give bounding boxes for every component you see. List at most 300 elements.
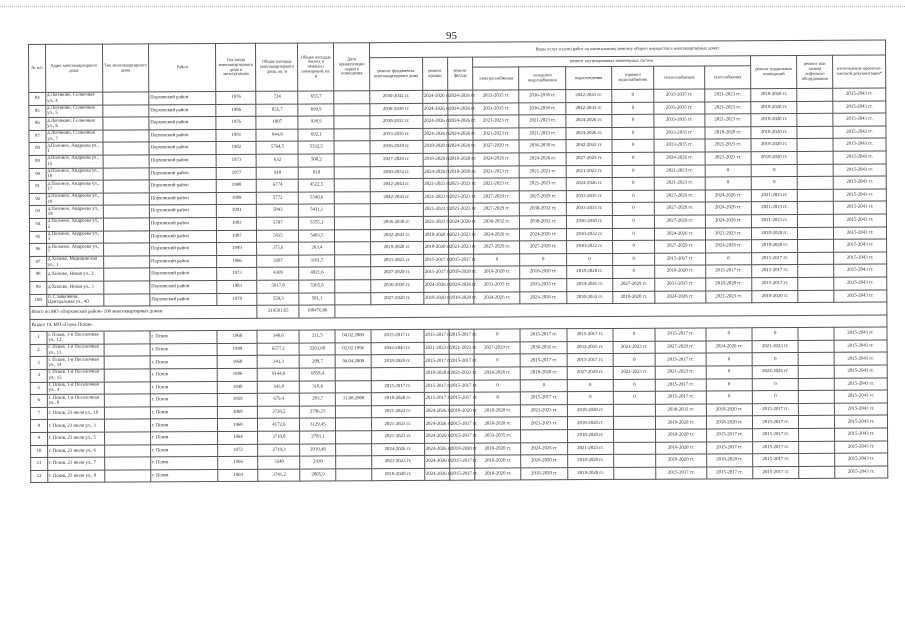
cell-privatization	[334, 179, 370, 192]
cell-year: 1991	[217, 205, 257, 218]
cell-living-area: 5340,6	[299, 192, 335, 205]
cell-address: г. Псков, 23 июля ул., 6	[47, 445, 104, 458]
cell-roof: 2024-2026 гг.	[423, 279, 448, 292]
cell-roof: 2024-2026 гг.	[424, 456, 449, 469]
cell-district: Порховский район	[149, 104, 216, 117]
cell-drainage: 2030-2032 гг.	[566, 241, 612, 254]
cell-total-area: 550,3	[257, 293, 299, 306]
cell-elevator	[798, 214, 834, 227]
cell-cold-water: 2015-2017 гг.	[520, 329, 566, 342]
cell-drainage: 2024-2026 гг.	[566, 178, 612, 191]
cell-hot-water: 0	[613, 240, 655, 253]
cell-type	[103, 230, 149, 243]
cell-num: 6	[30, 395, 47, 408]
cell-living-area: 5355,1	[299, 217, 335, 230]
cell-address: д.Хилово, Новая ул., 3	[47, 281, 104, 294]
cell-year: 1968	[218, 419, 258, 432]
cell-facade: 2021-2023 гг.	[448, 229, 473, 242]
cell-living-area: 5365,8	[299, 280, 335, 293]
cell-living-area: 4522,5	[299, 179, 335, 192]
cell-cold-water: 0	[520, 253, 566, 266]
cell-foundation: 2021-2023 гг.	[372, 456, 425, 469]
col-electric: электроснабжения	[473, 67, 519, 90]
cell-gas: 2024-2026 гг.	[705, 202, 751, 215]
cell-facade: 2015-2017 гг.	[450, 455, 475, 468]
cell-cold-water: 2027-2029 гг.	[520, 190, 566, 203]
cell-living-area: 318,6	[300, 381, 336, 394]
cell-basement: 2018-2020 гг.	[752, 240, 798, 253]
cell-roof: 2021-2023 гг.	[423, 204, 448, 217]
cell-gas: 2021-2023 гг.	[705, 114, 751, 127]
cell-heat: 2018-2020 гг.	[656, 416, 707, 429]
cell-facade: 2015-2017 гг.	[449, 430, 474, 443]
cell-facade: 2021-2023 гг.	[449, 342, 474, 355]
cell-district: г. Псков	[150, 419, 217, 432]
cell-electric: 2033-2035 гг.	[473, 103, 519, 116]
cell-num: 91	[29, 181, 46, 194]
cell-drainage: 2033-2035 гг.	[567, 341, 613, 354]
cell-cold-water: 2021-2023 гг.	[521, 405, 567, 418]
cell-drainage: 2030-2032 гг.	[566, 228, 612, 241]
cell-num: 10	[31, 445, 48, 458]
cell-foundation: 2042-2043 гг.	[370, 179, 423, 192]
cell-roof: 2024-2026 гг.	[424, 418, 449, 431]
cell-drainage: 2021-2023 гг.	[567, 442, 613, 455]
cell-address: д.Хилово, Новая ул., 2	[47, 268, 104, 281]
cell-address: г. Псков, 23 июля ул., 3	[47, 420, 104, 433]
cell-privatization	[335, 254, 371, 267]
cell-heat: 2033-2035 гг.	[654, 114, 705, 127]
cell-num: 97	[30, 256, 47, 269]
cell-district: г. Псков	[150, 356, 217, 369]
cell-facade: 2021-2023 гг.	[448, 178, 473, 191]
cell-num: 94	[29, 218, 46, 231]
cell-cold-water: 2024-2026 гг.	[520, 228, 566, 241]
cell-roof: 2024-2026 гг.	[422, 103, 447, 116]
col-address: Адрес многоквартирного дома	[45, 44, 102, 92]
cell-living-area: 209,7	[300, 355, 336, 368]
cell-design: 2015-2043 гг.	[834, 378, 887, 391]
cell-num: 8	[30, 420, 47, 433]
cell-heat: 2024-2026 гг.	[655, 227, 706, 240]
cell-elevator	[799, 403, 835, 416]
cell-design: 2015-2043 гг.	[835, 466, 888, 479]
cell-privatization	[335, 217, 371, 230]
cell-gas: 0	[706, 353, 752, 366]
cell-gas: 0	[705, 177, 751, 190]
cell-facade: 2021-2023 гг.	[448, 204, 473, 217]
cell-design: 2015-2043 гг.	[833, 88, 886, 101]
cell-district: г. Псков	[151, 457, 218, 470]
cell-roof: 2024-2026 гг.	[423, 166, 448, 179]
cell-design: 2015-2043 гг.	[834, 327, 887, 340]
cell-foundation	[371, 367, 424, 380]
cell-type	[104, 356, 150, 369]
cell-living-area: 3129,45	[300, 418, 336, 431]
cell-cold-water: 2036-2038 гг.	[519, 102, 565, 115]
cell-gas: 0	[706, 378, 752, 391]
cell-district: Порховский район	[150, 268, 217, 281]
cell-type	[104, 432, 150, 445]
cell-living-area: 283,7	[300, 393, 336, 406]
cell-basement: 2018-2020 гг.	[752, 290, 798, 303]
cell-privatization	[334, 116, 370, 129]
cell-num: 11	[31, 458, 48, 471]
cell-district: г. Псков	[150, 406, 217, 419]
cell-roof: 2015-2017 гг.	[424, 393, 449, 406]
cell-roof: 2024-2026 гг.	[422, 90, 447, 103]
cell-cold-water: 2018-2020 гг.	[521, 467, 567, 480]
cell-drainage: 2015-2017 гг.	[567, 354, 613, 367]
top-edge-line	[0, 6, 905, 7]
cell-drainage: 2033-2035 гг.	[566, 203, 612, 216]
cell-year: 1964	[218, 469, 258, 482]
cell-total-area: 5817,8	[257, 280, 299, 293]
page-number: 95	[446, 30, 457, 42]
cell-foundation: 2027-2029 гг.	[371, 292, 424, 305]
cell-cold-water: 2033-2035 гг.	[520, 279, 566, 292]
cell-foundation	[370, 204, 423, 217]
cell-foundation: 2015-2017 гг.	[371, 380, 424, 393]
cell-electric: 2021-2023 гг.	[473, 128, 519, 141]
cell-elevator	[799, 466, 835, 479]
cell-design: 2015-2043 гг.	[834, 340, 887, 353]
cell-total-area: 3287	[257, 255, 299, 268]
cell-living-area: 2805,9	[300, 469, 336, 482]
cell-elevator	[799, 454, 835, 467]
cell-living-area: 2783,1	[300, 431, 336, 444]
cell-electric: 2018-2020 гг.	[474, 266, 520, 279]
cell-year: 1981	[216, 129, 256, 142]
cell-district: г. Псков	[150, 369, 217, 382]
cell-type	[104, 470, 150, 483]
cell-drainage: 2015-2017 гг.	[567, 329, 613, 342]
cell-foundation: 2018-2020 гг.	[372, 468, 425, 481]
cell-drainage: 2018-2020 гг.	[567, 429, 613, 442]
cell-type	[103, 180, 149, 193]
cell-electric: 2033-2035 гг.	[475, 430, 521, 443]
cell-heat: 2030-2032 гг.	[656, 404, 707, 417]
cell-year: 1959	[218, 394, 258, 407]
cell-heat: 2027-2029 гг.	[655, 215, 706, 228]
cell-year: 1966	[217, 255, 257, 268]
cell-address: д.Полоное, Андреева ул., 15	[46, 155, 103, 168]
cell-basement: 2021-2023 гг.	[751, 202, 797, 215]
cell-year: 1972	[218, 444, 258, 457]
cell-cold-water: 2030-2032 гг.	[521, 342, 567, 355]
cell-cold-water: 2027-2029 гг.	[520, 241, 566, 254]
cell-hot-water	[614, 429, 656, 442]
table-body-pskov	[30, 327, 888, 483]
cell-drainage: 2018-2020 гг.	[567, 455, 613, 468]
cell-facade: 2015-2017 гг.	[448, 254, 473, 267]
col-type: Тип многоквартирного дома	[102, 44, 149, 92]
cell-privatization	[335, 368, 371, 381]
cell-year: 1960	[217, 356, 257, 369]
cell-roof: 2024-2026 гг.	[424, 443, 449, 456]
cell-privatization	[335, 280, 371, 293]
cell-foundation: 2042-2043 гг.	[371, 342, 424, 355]
cell-basement: 2015-2017 гг.	[752, 403, 798, 416]
cell-electric: 0	[474, 392, 520, 405]
col-num: № п/п	[29, 44, 46, 92]
cell-foundation: 2042-2043 гг.	[370, 191, 423, 204]
cell-gas: 2021-2023 гг.	[704, 101, 750, 114]
cell-elevator	[797, 151, 833, 164]
col-privatization: Дата приватизации первого помещения	[334, 43, 370, 91]
cell-basement: 2018-2020 гг.	[751, 227, 797, 240]
cell-heat: 2033-2035 гг.	[654, 139, 705, 152]
cell-drainage: 2024-2026 гг.	[566, 127, 612, 140]
cell-hot-water: 0	[612, 190, 654, 203]
cell-design: 2015-2043 гг.	[834, 390, 887, 403]
cell-total-area: 341,3	[257, 356, 299, 369]
cell-total-area: 3741,2	[258, 469, 300, 482]
cell-cold-water: 2015-2017 гг.	[521, 354, 567, 367]
cell-type	[102, 104, 148, 117]
cell-foundation: 2027-2029 гг.	[370, 153, 423, 166]
summary-label: Итого по МО «Порховский район» 100 многоквартирных домов	[30, 305, 257, 319]
cell-living-area: 500,2	[299, 154, 335, 167]
cell-basement: 2015-2017 гг.	[752, 416, 798, 429]
cell-privatization	[334, 141, 370, 154]
cell-heat: 2027-2029 гг.	[655, 240, 706, 253]
cell-num: 96	[30, 244, 47, 257]
cell-drainage: 2027-2029 гг.	[566, 152, 612, 165]
cell-hot-water: 0	[612, 152, 654, 165]
cell-electric: 2024-2026 гг.	[473, 153, 519, 166]
cell-privatization	[335, 380, 371, 393]
cell-foundation: 2015-2017 гг.	[371, 330, 424, 343]
cell-address: д.Хилово, Медицинская ул., 1	[46, 256, 103, 269]
cell-district: г. Псков	[151, 469, 218, 482]
section-title: Раздел 19. МО «Город Псков»	[30, 315, 887, 332]
cell-facade: 2021-2023 гг.	[448, 241, 473, 254]
cell-roof: 2021-2023 гг.	[424, 342, 449, 355]
cell-foundation: 2030-2032 гг.	[370, 166, 423, 179]
cell-design: 2015-2043 гг.	[833, 126, 886, 139]
cell-facade: 2015-2017 гг.	[449, 380, 474, 393]
cell-year: 1949	[217, 242, 257, 255]
cell-design: 2015-2043 гг.	[834, 227, 887, 240]
cell-num: 3	[30, 357, 47, 370]
cell-num: 100	[30, 294, 47, 307]
cell-num: 5	[30, 382, 47, 395]
cell-district: г. Псков	[151, 432, 218, 445]
cell-basement: 2015-2017 гг.	[753, 429, 799, 442]
cell-facade: 2015-2017 гг.	[449, 329, 474, 342]
cell-total-area: 844,8	[256, 129, 298, 142]
cell-facade: 2018-2020 гг.	[448, 166, 473, 179]
cell-elevator	[798, 365, 834, 378]
cell-district: Порховский район	[149, 167, 216, 180]
cell-design: 2015-2043 гг.	[834, 252, 887, 265]
cell-facade: 2018-2020 гг.	[449, 443, 474, 456]
cell-address: д.Полоное, Андреева ул., 2	[46, 218, 103, 231]
document-page	[28, 40, 889, 622]
cell-total-area: 5835	[257, 230, 299, 243]
cell-type	[103, 243, 149, 256]
cell-hot-water: 2018-2020 гг.	[613, 291, 655, 304]
cell-gas: 2018-2020 гг.	[706, 404, 752, 417]
cell-cold-water: 2036-2038 гг.	[519, 90, 565, 103]
cell-elevator	[797, 139, 833, 152]
cell-basement: 2015-2017 гг.	[753, 441, 799, 454]
cell-gas: 2015-2017 гг.	[706, 429, 752, 442]
cell-total-area: 2719,3	[258, 444, 300, 457]
cell-cold-water: 2021-2023 гг.	[519, 127, 565, 140]
cell-num: 95	[29, 231, 46, 244]
cell-heat: 2021-2023 гг.	[654, 177, 705, 190]
cell-hot-water: 0	[612, 114, 654, 127]
cell-privatization	[336, 456, 372, 469]
cell-roof: 2018-2020 гг.	[424, 367, 449, 380]
cell-address: г. Псков, 1-я Поселочная ул., 4	[47, 382, 104, 395]
cell-cold-water: 0	[521, 379, 567, 392]
cell-living-area: 2430	[300, 456, 336, 469]
col-design: изготовление проектно-сметной документации*	[833, 55, 886, 88]
cell-address: г. Псков, 23 июля ул., 8	[48, 470, 105, 483]
cell-total-area: 6577,1	[257, 343, 299, 356]
cell-hot-water: 0	[613, 391, 655, 404]
cell-privatization	[336, 418, 372, 431]
cell-privatization	[334, 103, 370, 116]
cell-type	[104, 369, 150, 382]
cell-num: 9	[31, 432, 48, 445]
cell-type	[104, 382, 150, 395]
cell-privatization: 04.02.2000	[335, 330, 371, 343]
cell-type	[103, 130, 149, 143]
summary-living-area: 198476,06	[299, 305, 335, 318]
cell-heat: 2018-2020 гг.	[656, 442, 707, 455]
cell-address: г. Псков, 23 июля ул., 7	[47, 457, 104, 470]
cell-electric: 2027-2029 гг.	[473, 203, 519, 216]
cell-design: 2015-2043 гг.	[833, 189, 886, 202]
cell-electric: 2018-2020 гг.	[475, 417, 521, 430]
cell-drainage: 2042-2043 гг.	[566, 102, 612, 115]
cell-electric: 0	[474, 380, 520, 393]
cell-basement: 2015-2017 гг.	[753, 466, 799, 479]
works-title: Виды услуг и (или) работ по капитальному ремонту общего имущества в многоквартирных домах	[369, 40, 885, 58]
cell-cold-water: 2021-2023 гг.	[520, 165, 566, 178]
cell-privatization: 02.02.1996	[335, 343, 371, 356]
cell-basement: 0	[752, 391, 798, 404]
cell-year: 1986	[216, 104, 256, 117]
cell-heat: 2015-2017 гг.	[656, 467, 707, 480]
cell-drainage: 2027-2029 гг.	[567, 367, 613, 380]
repair-schedule-table	[28, 40, 888, 484]
cell-district: Порховский район	[150, 293, 217, 306]
cell-foundation: 2042-2043 гг.	[370, 229, 423, 242]
col-roof: ремонт крыши	[422, 57, 447, 90]
cell-drainage: 0	[567, 392, 613, 405]
cell-electric: 0	[474, 329, 520, 342]
cell-cold-water: 2036-2038 гг.	[519, 140, 565, 153]
cell-electric: 2021-2023 гг.	[473, 165, 519, 178]
cell-basement: 2021-2023 гг.	[752, 340, 798, 353]
cell-district: Порховский район	[149, 142, 216, 155]
cell-privatization	[334, 166, 370, 179]
cell-hot-water: 0	[612, 177, 654, 190]
cell-foundation: 2027-2029 гг.	[371, 267, 424, 280]
cell-num: 1	[30, 332, 47, 345]
cell-foundation: 2021-2023 гг.	[372, 430, 425, 443]
cell-facade: 2024-2026 гг.	[448, 103, 473, 116]
cell-foundation: 2030-2032 гг.	[370, 90, 423, 103]
cell-electric: 2033-2035 гг.	[474, 279, 520, 292]
col-cold-water: холодного водоснабжения	[519, 67, 565, 90]
cell-elevator	[797, 164, 833, 177]
cell-privatization	[336, 431, 372, 444]
cell-facade: 2024-2026 гг.	[448, 90, 473, 103]
cell-elevator	[798, 239, 834, 252]
cell-basement: 2018-2020 гг.	[751, 101, 797, 114]
cell-heat: 2033-2035 гг.	[654, 89, 705, 102]
cell-heat: 2015-2017 гг.	[655, 253, 706, 266]
cell-hot-water: 0	[612, 203, 654, 216]
cell-privatization	[335, 292, 371, 305]
cell-total-area: 851,7	[256, 104, 298, 117]
cell-num: 88	[29, 143, 46, 156]
cell-gas: 2015-2017 гг.	[706, 467, 752, 480]
cell-district: Порховский район	[149, 154, 216, 167]
cell-address: г. Псков, 1-я Поселочная ул., 8	[47, 394, 104, 407]
cell-type	[103, 218, 149, 231]
col-total-area: Общая площадь многоквартирного дома, кв. м	[256, 43, 298, 91]
cell-hot-water: 0	[612, 140, 654, 153]
cell-elevator	[798, 176, 834, 189]
cell-facade: 2024-2026 гг.	[448, 128, 473, 141]
cell-total-area: 375,6	[257, 242, 299, 255]
cell-design: 2015-2043 гг.	[833, 176, 886, 189]
cell-total-area: 632	[256, 154, 298, 167]
cell-type	[103, 293, 149, 306]
cell-drainage: 2036-2038 гг.	[566, 215, 612, 228]
cell-heat: 2015-2017 гг.	[655, 379, 706, 392]
cell-privatization	[334, 154, 370, 167]
cell-roof: 2015-2017 гг.	[424, 330, 449, 343]
cell-type	[103, 205, 149, 218]
col-gas: газоснабжения	[704, 66, 750, 89]
cell-type	[104, 331, 150, 344]
col-heat: теплоснабжения	[654, 66, 705, 89]
cell-cold-water: 2018-2020 гг.	[520, 266, 566, 279]
cell-district: г. Псков	[150, 343, 217, 356]
cell-year: 1969	[218, 406, 258, 419]
cell-gas: 0	[705, 164, 751, 177]
cell-foundation: 2018-2020 гг.	[371, 242, 424, 255]
cell-design: 2015-2043 гг.	[833, 138, 886, 151]
cell-facade: 2018-2020 гг.	[449, 292, 474, 305]
cell-elevator	[799, 416, 835, 429]
cell-roof: 2015-2017 гг.	[423, 267, 448, 280]
cell-basement: 2018-2020 гг.	[751, 139, 797, 152]
cell-elevator	[798, 353, 834, 366]
cell-year: 1986	[218, 368, 258, 381]
cell-district: Порховский район	[149, 180, 216, 193]
cell-facade: 2018-2020 гг.	[448, 153, 473, 166]
cell-address: п. Славковичи, Центральная ул., 40	[47, 294, 104, 307]
cell-type	[102, 92, 148, 105]
cell-heat: 2015-2017 гг.	[655, 328, 706, 341]
cell-year: 1976	[216, 116, 256, 129]
cell-basement: 0	[751, 164, 797, 177]
cell-elevator	[798, 290, 834, 303]
cell-design: 2015-2043 гг.	[833, 164, 886, 177]
cell-foundation: 2036-2038 гг.	[370, 141, 423, 154]
cell-address: д.Логиново, Солнечная ул., 5	[46, 105, 103, 118]
cell-gas: 2015-2017 гг.	[706, 441, 752, 454]
